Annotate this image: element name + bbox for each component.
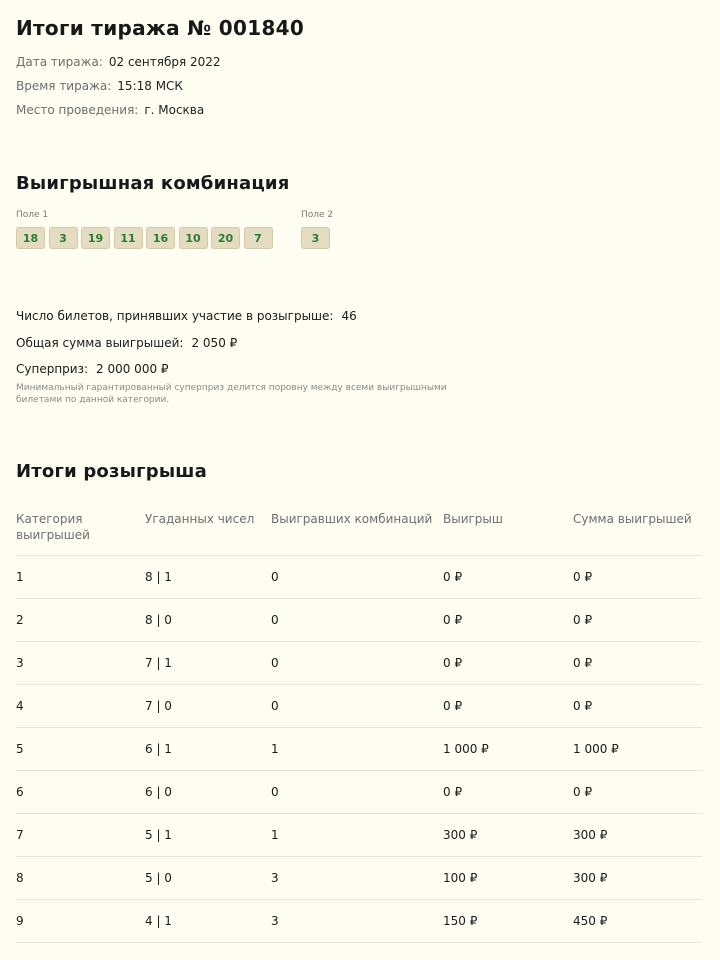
cell-winning-combos: 0	[271, 570, 279, 584]
cell-category: 3	[16, 656, 24, 670]
cell-prize-sum: 0 ₽	[573, 785, 593, 799]
field2-balls	[301, 227, 334, 249]
cell-prize-sum: 450 ₽	[573, 914, 608, 928]
cell-guessed: 8 | 1	[145, 570, 172, 584]
field1-ball: 16	[146, 227, 175, 249]
cell-prize: 0 ₽	[443, 570, 463, 584]
cell-category: 6	[16, 785, 24, 799]
field1-ball: 19	[81, 227, 110, 249]
combination-title: Выигрышная комбинация	[16, 173, 290, 194]
field1-ball: 18	[16, 227, 45, 249]
results-table	[16, 508, 702, 943]
field1-ball: 10	[179, 227, 208, 249]
cell-prize-sum: 300 ₽	[573, 871, 608, 885]
draw-date-label: Дата тиража:	[16, 55, 103, 69]
cell-guessed: 7 | 0	[145, 699, 172, 713]
table-row	[16, 728, 702, 771]
cell-guessed: 5 | 0	[145, 871, 172, 885]
cell-prize-sum: 0 ₽	[573, 656, 593, 670]
table-body	[16, 556, 702, 943]
cell-winning-combos: 0	[271, 613, 279, 627]
cell-winning-combos: 0	[271, 785, 279, 799]
draw-place-label: Место проведения:	[16, 103, 139, 117]
cell-prize-sum: 300 ₽	[573, 828, 608, 842]
table-row	[16, 771, 702, 814]
table-row	[16, 685, 702, 728]
cell-prize: 150 ₽	[443, 914, 478, 928]
cell-category: 4	[16, 699, 24, 713]
table-row	[16, 900, 702, 943]
superprize-note: Минимальный гарантированный суперприз делится поровну между всеми выигрышными билетами по данной категории.	[16, 383, 447, 405]
header-category: Категория выигрышей	[16, 512, 90, 542]
field1-ball: 11	[114, 227, 143, 249]
field1-balls	[16, 227, 276, 249]
cell-prize-sum: 0 ₽	[573, 570, 593, 584]
cell-category: 2	[16, 613, 24, 627]
cell-prize: 1 000 ₽	[443, 742, 489, 756]
cell-category: 8	[16, 871, 24, 885]
table-row	[16, 599, 702, 642]
cell-category: 9	[16, 914, 24, 928]
draw-date-row	[16, 55, 221, 69]
cell-prize: 300 ₽	[443, 828, 478, 842]
cell-prize: 0 ₽	[443, 699, 463, 713]
superprize-stat	[16, 362, 169, 376]
total-label: Общая сумма выигрышей:	[16, 336, 184, 350]
cell-category: 7	[16, 828, 24, 842]
cell-prize-sum: 1 000 ₽	[573, 742, 619, 756]
cell-prize: 0 ₽	[443, 613, 463, 627]
cell-prize-sum: 0 ₽	[573, 699, 593, 713]
cell-winning-combos: 1	[271, 828, 279, 842]
draw-place-value: г. Москва	[144, 103, 205, 117]
draw-date-value: 02 сентября 2022	[108, 55, 221, 69]
header-prize: Выигрыш	[443, 512, 503, 526]
field1-ball: 3	[49, 227, 78, 249]
table-row	[16, 814, 702, 857]
field2-label: Поле 2	[301, 210, 334, 220]
cell-winning-combos: 0	[271, 699, 279, 713]
table-row	[16, 857, 702, 900]
cell-winning-combos: 0	[271, 656, 279, 670]
cell-prize: 100 ₽	[443, 871, 478, 885]
cell-guessed: 6 | 1	[145, 742, 172, 756]
page-title: Итоги тиража № 001840	[16, 16, 305, 40]
cell-guessed: 6 | 0	[145, 785, 172, 799]
cell-guessed: 8 | 0	[145, 613, 172, 627]
results-title: Итоги розыгрыша	[16, 461, 207, 482]
header-winning-combos: Выигравших комбинаций	[271, 512, 433, 526]
cell-guessed: 7 | 1	[145, 656, 172, 670]
field1-ball: 20	[211, 227, 240, 249]
superprize-label: Суперприз:	[16, 362, 89, 376]
draw-time-value: 15:18 МСК	[117, 79, 183, 93]
field1-label: Поле 1	[16, 210, 49, 220]
table-row	[16, 556, 702, 599]
total-value: 2 050 ₽	[191, 336, 238, 350]
cell-category: 5	[16, 742, 24, 756]
cell-winning-combos: 1	[271, 742, 279, 756]
tickets-value: 46	[341, 309, 357, 323]
header-prize-sum: Сумма выигрышей	[573, 512, 692, 526]
draw-place-row	[16, 103, 204, 117]
cell-category: 1	[16, 570, 24, 584]
cell-prize-sum: 0 ₽	[573, 613, 593, 627]
cell-winning-combos: 3	[271, 914, 279, 928]
table-header	[16, 508, 702, 556]
tickets-stat	[16, 309, 357, 323]
draw-time-row	[16, 79, 183, 93]
cell-guessed: 4 | 1	[145, 914, 172, 928]
table-row	[16, 642, 702, 685]
cell-guessed: 5 | 1	[145, 828, 172, 842]
header-guessed: Угаданных чисел	[145, 512, 255, 526]
total-stat	[16, 336, 237, 350]
cell-winning-combos: 3	[271, 871, 279, 885]
tickets-label: Число билетов, принявших участие в розыгрыше:	[16, 309, 334, 323]
cell-prize: 0 ₽	[443, 785, 463, 799]
cell-prize: 0 ₽	[443, 656, 463, 670]
field2-ball: 3	[301, 227, 330, 249]
superprize-value: 2 000 000 ₽	[96, 362, 169, 376]
draw-time-label: Время тиража:	[16, 79, 112, 93]
field1-ball: 7	[244, 227, 273, 249]
